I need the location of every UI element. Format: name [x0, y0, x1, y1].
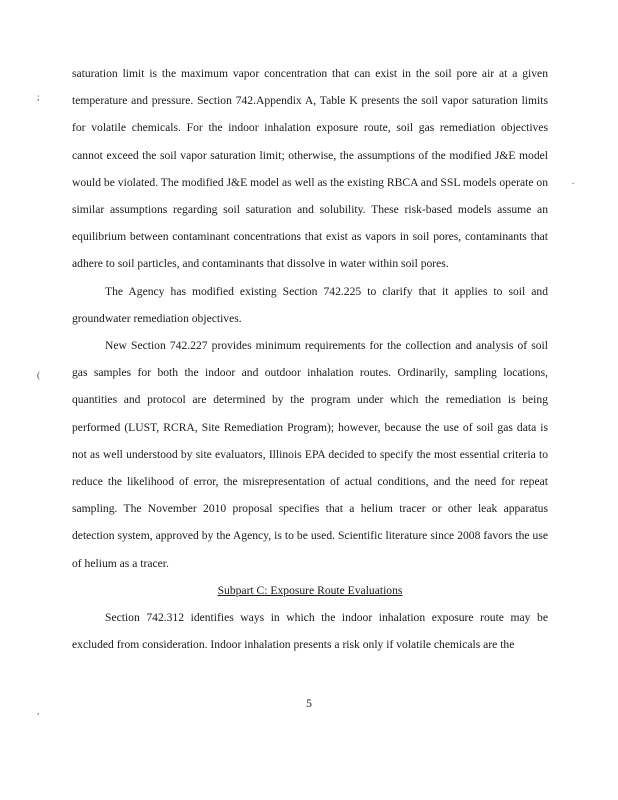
margin-mark: ; — [37, 92, 40, 102]
paragraph-section-742-225: The Agency has modified existing Section 742.225 to clarify that it applies to soil and groundwater remediation objectives. — [72, 284, 548, 325]
margin-mark: ( — [37, 370, 40, 380]
margin-mark: , — [37, 706, 40, 716]
paragraph-continued: saturation limit is the maximum vapor concentration that can exist in the soil pore air at a given temperature and pressure. Section 742.Appendix A, Table K presents the soil vapor saturation limits for volatile chemicals. For the indoor inhalation exposure route, soil gas remediation objectives cannot exceed the soil vapor saturation limit; otherwise, the assumptions of the modified J&E model would be violated. The modified J&E model as well as the existing RBCA and SSL models operate on similar assumptions regarding soil saturation and solubility. These risk-based models assume an equilibrium between contaminant concentrations that exist as vapors in soil pores, contaminants that adhere to soil particles, and contaminants that dissolve in water within soil pores. — [72, 67, 548, 271]
margin-mark: . — [572, 176, 575, 186]
page-number: 5 — [306, 697, 312, 710]
paragraph-section-742-312: Section 742.312 identifies ways in which the indoor inhalation exposure route may be excluded from consideration. Indoor inhalation presents a risk only if volatile chemicals are the — [72, 611, 548, 652]
body-text — [72, 60, 548, 658]
subpart-heading: Subpart C: Exposure Route Evaluations — [217, 583, 403, 597]
paragraph-section-742-227: New Section 742.227 provides minimum requirements for the collection and analysis of soil gas samples for both the indoor and outdoor inhalation routes. Ordinarily, sampling locations, quantities and protocol are determined by the program under which the remediation is being performed (LUST, RCRA, Site Remediation Program); however, because the use of soil gas data is not as well understood by site evaluators, Illinois EPA decided to specify the most essential criteria to reduce the likelihood of error, the misrepresentation of actual conditions, and the need for repeat sampling. The November 2010 proposal specifies that a helium tracer or other leak apparatus detection system, approved by the Agency, is to be used. Scientific literature since 2008 favors the use of helium as a tracer. — [72, 339, 548, 570]
